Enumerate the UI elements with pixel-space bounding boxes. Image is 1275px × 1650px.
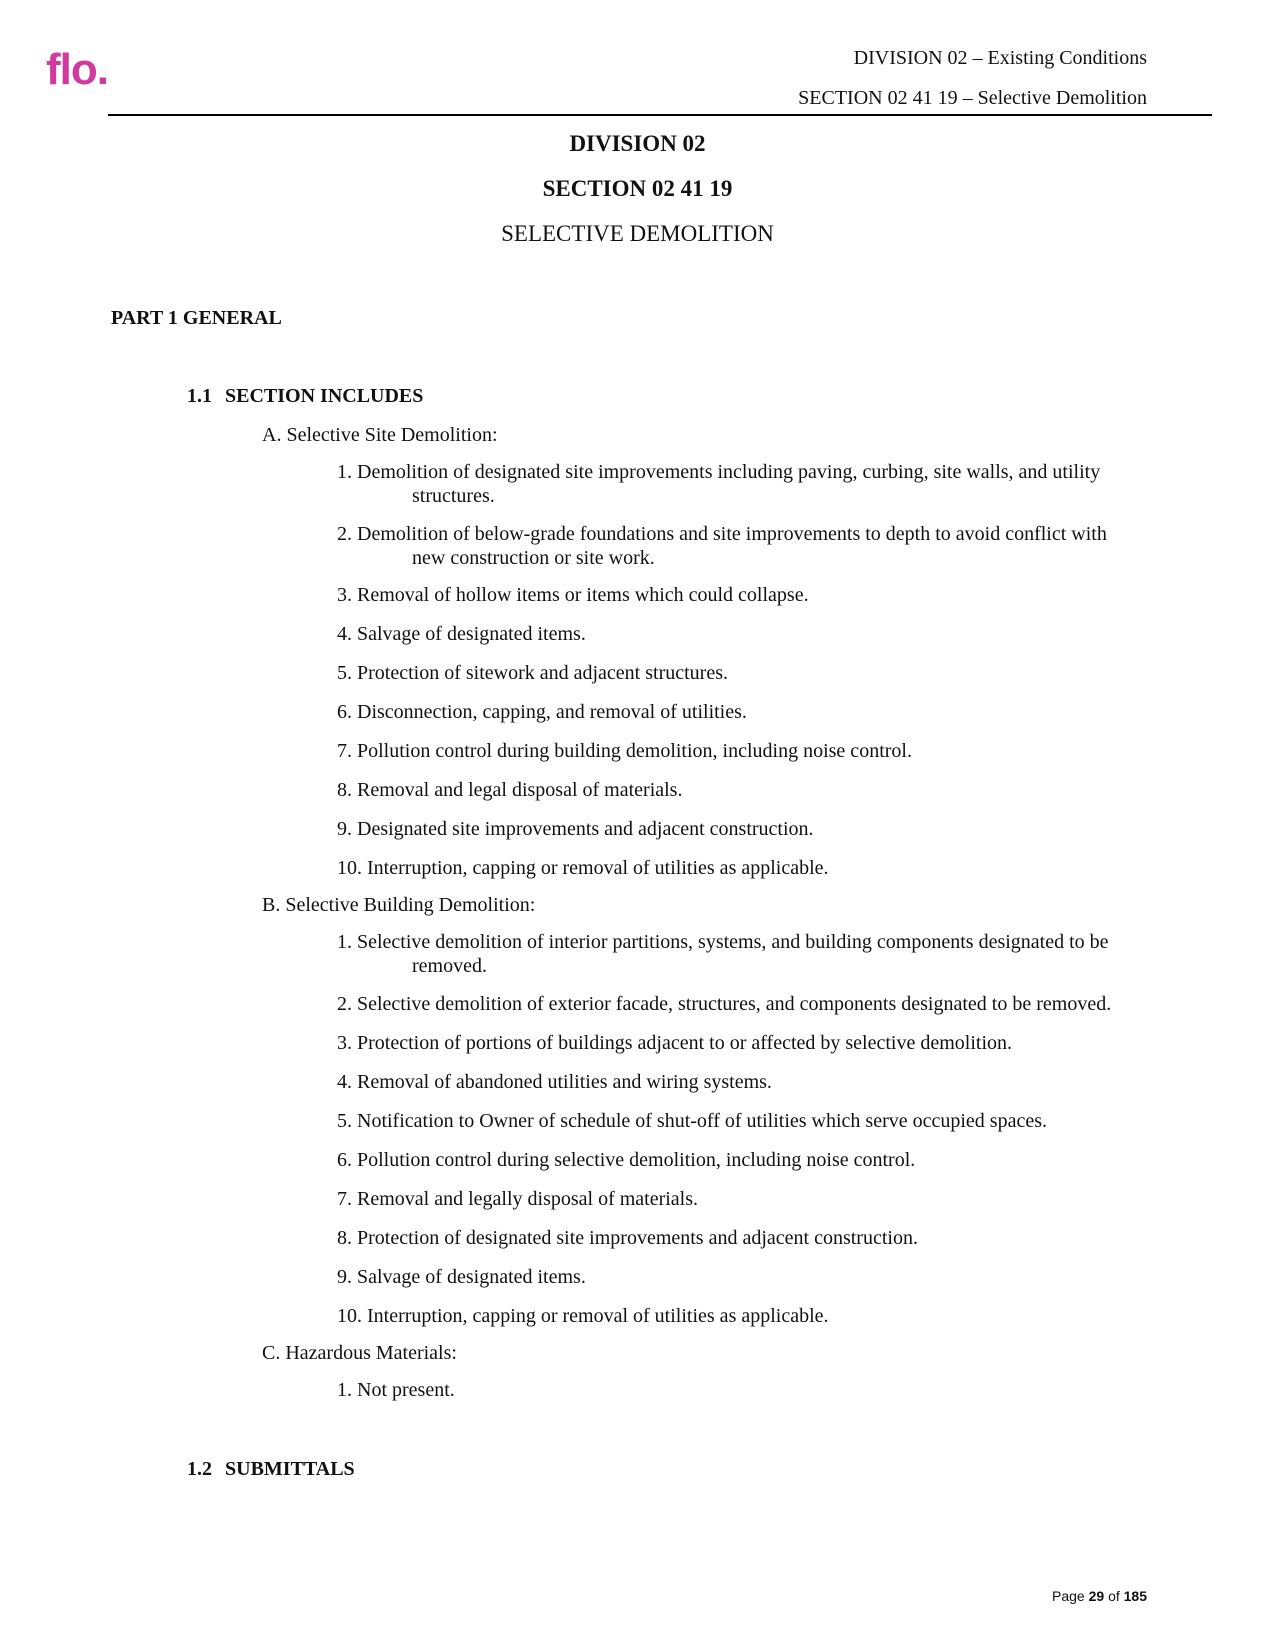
part-heading: PART 1 GENERAL bbox=[111, 307, 282, 329]
subsection-a: A. Selective Site Demolition: bbox=[262, 424, 498, 446]
title-section: SECTION 02 41 19 bbox=[542, 176, 733, 201]
section-number: 1.1 bbox=[187, 385, 212, 407]
list-item-continuation: removed. bbox=[412, 955, 487, 977]
list-item-text: 1. Demolition of designated site improvements including paving, curbing, site walls, and utility bbox=[337, 461, 1101, 483]
title-division: DIVISION 02 bbox=[569, 131, 706, 156]
title-name: SELECTIVE DEMOLITION bbox=[501, 221, 774, 246]
list-item: 3. Protection of portions of buildings adjacent to or affected by selective demolition. bbox=[337, 1032, 1013, 1054]
list-item bbox=[337, 460, 1157, 508]
section-title: SUBMITTALS bbox=[225, 1458, 355, 1480]
list-item: 10. Interruption, capping or removal of utilities as applicable. bbox=[337, 1305, 829, 1327]
list-item: 10. Interruption, capping or removal of utilities as applicable. bbox=[337, 857, 829, 879]
list-item: 8. Protection of designated site improvements and adjacent construction. bbox=[337, 1227, 918, 1249]
list-item: 1. Not present. bbox=[337, 1379, 455, 1401]
list-item-text: 2. Demolition of below-grade foundations and site improvements to depth to avoid conflict with bbox=[337, 523, 1107, 545]
list-item: 8. Removal and legal disposal of materials. bbox=[337, 779, 683, 801]
list-item: 4. Removal of abandoned utilities and wiring systems. bbox=[337, 1071, 772, 1093]
flo-logo: flo. bbox=[46, 45, 108, 94]
header-division: DIVISION 02 – Existing Conditions bbox=[853, 47, 1147, 69]
list-item bbox=[337, 522, 1157, 570]
list-item: 3. Removal of hollow items or items which could collapse. bbox=[337, 584, 809, 606]
list-item-continuation: new construction or site work. bbox=[412, 547, 655, 569]
page-total: 185 bbox=[1123, 1588, 1147, 1604]
header-rule bbox=[108, 114, 1212, 116]
list-item bbox=[337, 930, 1157, 978]
list-item: 4. Salvage of designated items. bbox=[337, 623, 586, 645]
page-footer bbox=[1052, 1589, 1147, 1603]
section-heading-1-2 bbox=[187, 1459, 355, 1479]
list-item: 6. Pollution control during selective demolition, including noise control. bbox=[337, 1149, 916, 1171]
section-title: SECTION INCLUDES bbox=[225, 385, 424, 407]
list-item: 5. Notification to Owner of schedule of shut-off of utilities which serve occupied spaces. bbox=[337, 1110, 1047, 1132]
subsection-c: C. Hazardous Materials: bbox=[262, 1342, 457, 1364]
subsection-b: B. Selective Building Demolition: bbox=[262, 894, 536, 916]
list-item: 6. Disconnection, capping, and removal of utilities. bbox=[337, 701, 747, 723]
section-number: 1.2 bbox=[187, 1458, 212, 1480]
of-label: of bbox=[1108, 1588, 1120, 1604]
list-item: 9. Designated site improvements and adjacent construction. bbox=[337, 818, 814, 840]
list-item: 7. Removal and legally disposal of materials. bbox=[337, 1188, 699, 1210]
section-heading-1-1 bbox=[187, 386, 423, 406]
page-label: Page bbox=[1052, 1588, 1085, 1604]
list-item-continuation: structures. bbox=[412, 485, 495, 507]
list-item: 2. Selective demolition of exterior facade, structures, and components designated to be removed. bbox=[337, 993, 1112, 1015]
list-item: 7. Pollution control during building demolition, including noise control. bbox=[337, 740, 912, 762]
header-section: SECTION 02 41 19 – Selective Demolition bbox=[798, 87, 1147, 109]
page-number: 29 bbox=[1088, 1588, 1105, 1604]
list-item: 9. Salvage of designated items. bbox=[337, 1266, 586, 1288]
list-item: 5. Protection of sitework and adjacent structures. bbox=[337, 662, 728, 684]
list-item-text: 1. Selective demolition of interior partitions, systems, and building components designated to be bbox=[337, 931, 1109, 953]
